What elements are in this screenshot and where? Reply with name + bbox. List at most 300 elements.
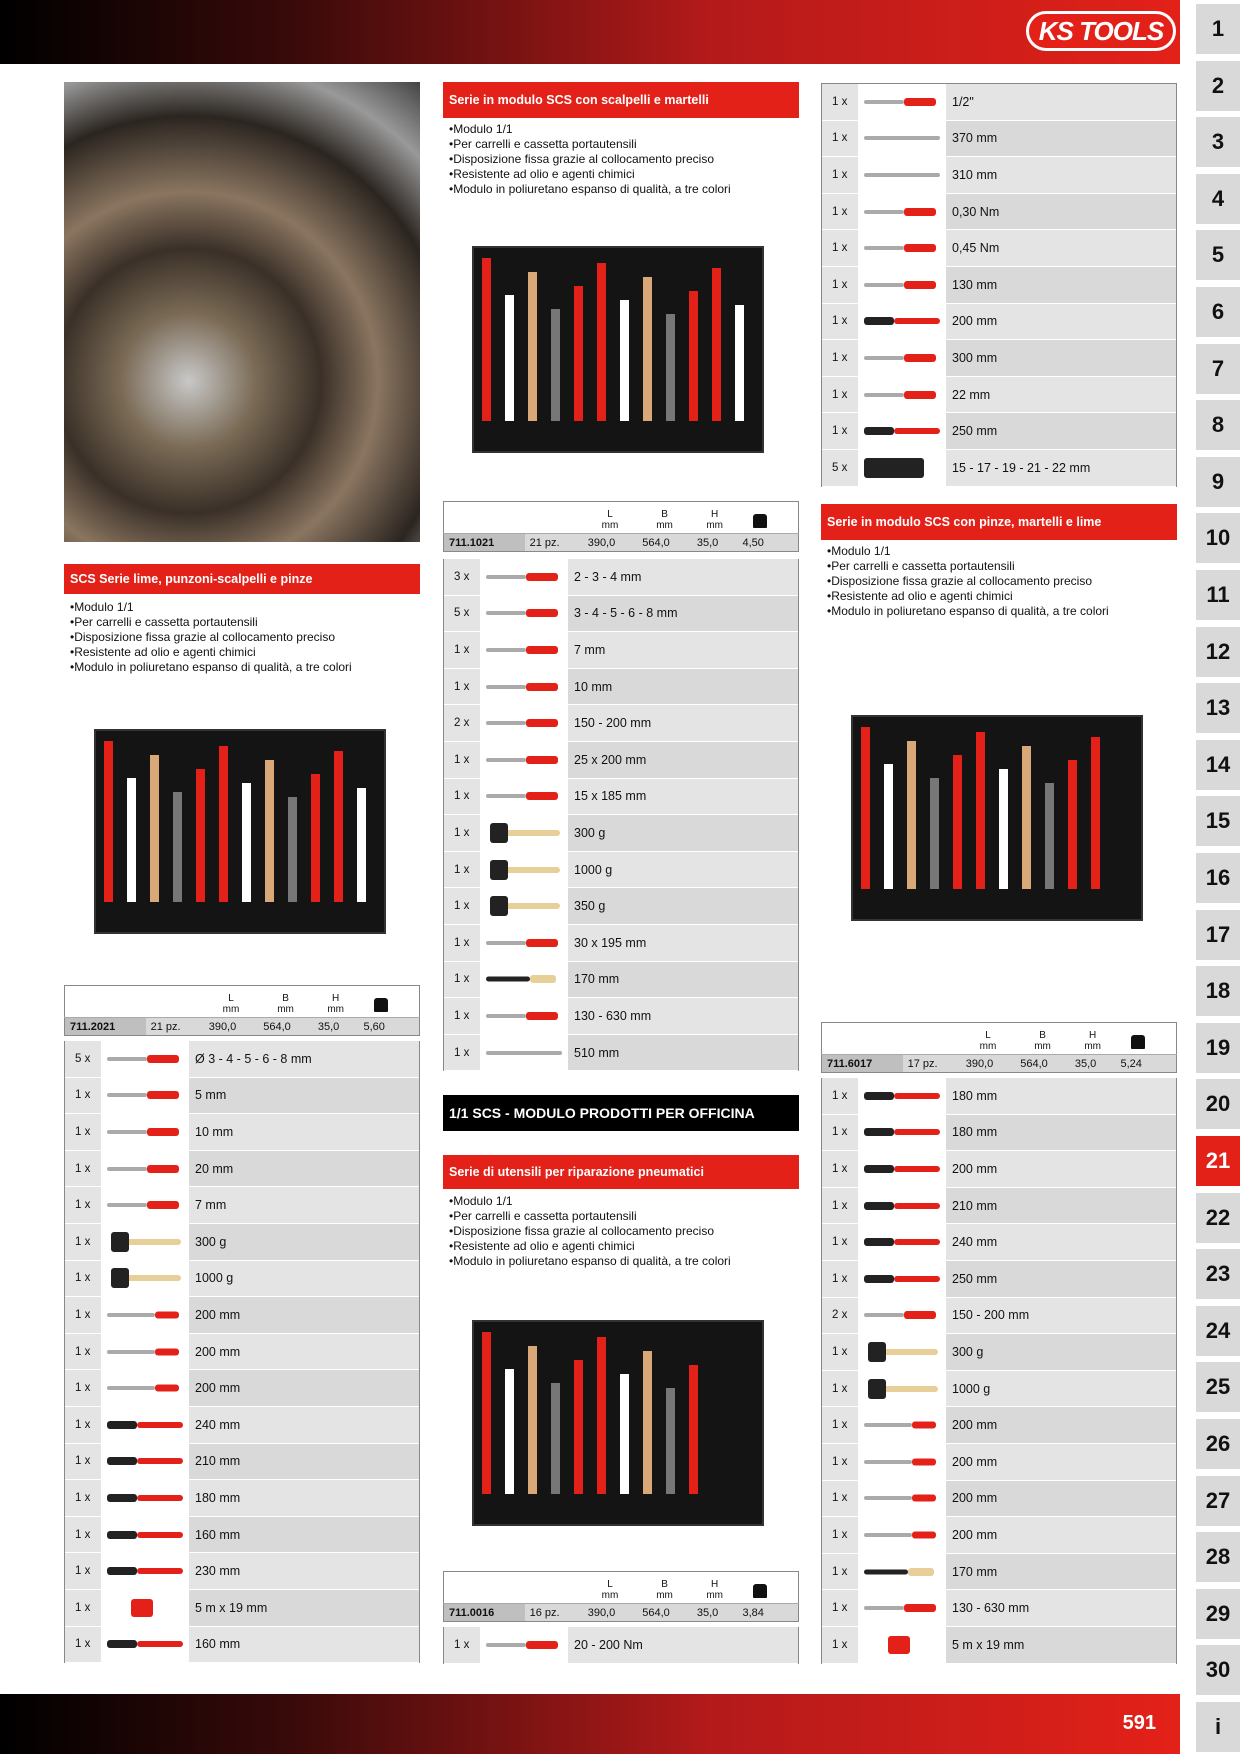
spec-value: 21 pz. [146, 1018, 204, 1036]
item-size: 2 - 3 - 4 mm [568, 559, 798, 595]
item-quantity: 1 x [832, 388, 848, 401]
spec-value: 564,0 [637, 534, 692, 552]
chapter-tab-7[interactable]: 7 [1196, 344, 1240, 394]
item-size: 180 mm [946, 1115, 1176, 1151]
spec-value: 35,0 [692, 534, 738, 552]
list-item [444, 925, 798, 962]
item-list [64, 1041, 420, 1663]
item-size: 160 mm [189, 1517, 419, 1553]
list-item [822, 267, 1176, 304]
spec-header [65, 986, 146, 1018]
feature-item: • Disposizione fissa grazie al collocamento preciso [449, 1224, 799, 1239]
magnetic-pick-up-icon [480, 998, 568, 1034]
tray-tool [528, 272, 537, 421]
chapter-tab-5[interactable]: 5 [1196, 230, 1240, 280]
chisel-icon [101, 1151, 189, 1187]
chapter-tab-9[interactable]: 9 [1196, 457, 1240, 507]
list-item [822, 1517, 1176, 1554]
list-item [65, 1078, 419, 1115]
tyre-pliers-icon [858, 413, 946, 449]
item-quantity: 1 x [454, 863, 470, 876]
tool-tray-photo [472, 246, 764, 453]
item-quantity: 1 x [832, 1089, 848, 1102]
item-quantity: 1 x [454, 753, 470, 766]
list-item [444, 559, 798, 596]
item-list [443, 1627, 799, 1664]
item-size: 200 mm [189, 1334, 419, 1370]
item-quantity: 1 x [832, 1345, 848, 1358]
feature-list [449, 122, 799, 197]
spec-value: 4,50 [738, 534, 784, 552]
feature-item: • Per carrelli e cassetta portautensili [449, 1209, 799, 1224]
item-list [821, 83, 1177, 487]
chapter-tab-22[interactable]: 22 [1196, 1193, 1240, 1243]
chapter-tab-20[interactable]: 20 [1196, 1079, 1240, 1129]
tool-tray-photo [851, 715, 1143, 921]
item-quantity: 1 x [75, 1162, 91, 1175]
item-size: 240 mm [946, 1224, 1176, 1260]
item-size: 200 mm [189, 1297, 419, 1333]
feature-item: • Disposizione fissa grazie al collocamento preciso [449, 152, 799, 167]
item-size: 350 g [568, 888, 798, 924]
tray-tool [551, 1383, 560, 1494]
spec-header: L mm [979, 1030, 997, 1052]
item-quantity: 5 x [75, 1052, 91, 1065]
valve-tool-icon [858, 230, 946, 266]
chapter-tab-8[interactable]: 8 [1196, 400, 1240, 450]
item-quantity: 1 x [832, 1528, 848, 1541]
item-size: 170 mm [946, 1554, 1176, 1590]
locking-pliers-icon [101, 1553, 189, 1589]
feature-item: • Modulo 1/1 [449, 122, 799, 137]
item-size: 25 x 200 mm [568, 742, 798, 778]
chapter-tab-30[interactable]: 30 [1196, 1645, 1240, 1695]
chapter-tab-16[interactable]: 16 [1196, 853, 1240, 903]
feature-item: • Disposizione fissa grazie al collocamento preciso [827, 574, 1177, 589]
torque-wrench-icon [480, 1627, 568, 1663]
snipe-nose-pliers-icon [858, 1151, 946, 1187]
list-item [444, 1035, 798, 1072]
item-size: 300 g [946, 1334, 1176, 1370]
chapter-tab-14[interactable]: 14 [1196, 740, 1240, 790]
list-item [65, 1261, 419, 1298]
item-size: 370 mm [946, 121, 1176, 157]
triangular-file-icon [858, 1517, 946, 1553]
hammer-icon [101, 1224, 189, 1260]
tool-tray-photo [94, 729, 386, 934]
item-quantity: 1 x [75, 1089, 91, 1102]
item-size: 20 mm [189, 1151, 419, 1187]
item-quantity: 1 x [832, 1638, 848, 1651]
tray-tool [288, 797, 297, 902]
item-quantity: 1 x [832, 351, 848, 364]
tray-tool [666, 314, 675, 421]
item-size: 200 mm [946, 1151, 1176, 1187]
feature-item: • Modulo 1/1 [449, 1194, 799, 1209]
tray-tool [1045, 783, 1054, 889]
item-quantity: 2 x [832, 1309, 848, 1322]
list-item [822, 304, 1176, 341]
spec-header [903, 1023, 961, 1055]
item-quantity: 1 x [454, 900, 470, 913]
tray-tool [150, 755, 159, 902]
section-title: 1/1 SCS - MODULO PRODOTTI PER OFFICINA [443, 1095, 799, 1131]
tray-tool [735, 305, 744, 421]
feature-item: • Modulo in poliuretano espanso di qualità, a tre colori [449, 1254, 799, 1269]
chapter-tab-25[interactable]: 25 [1196, 1362, 1240, 1412]
chapter-tab-1[interactable]: 1 [1196, 4, 1240, 54]
chapter-tab-6[interactable]: 6 [1196, 287, 1240, 337]
item-size: 510 mm [568, 1035, 798, 1071]
tray-tool [930, 778, 939, 889]
tray-tool [666, 1388, 675, 1494]
tray-tool [551, 309, 560, 421]
tray-tool [999, 769, 1008, 889]
product-title-pliers-hammers-files: Serie in modulo SCS con pinze, martelli e lime [821, 504, 1177, 540]
list-item [65, 1480, 419, 1517]
item-size: 300 mm [946, 340, 1176, 376]
half-round-file-icon [101, 1334, 189, 1370]
item-quantity: 1 x [454, 826, 470, 839]
tray-tool [219, 746, 228, 902]
list-item [822, 377, 1176, 414]
chapter-tab-10[interactable]: 10 [1196, 513, 1240, 563]
feature-item: • Resistente ad olio e agenti chimici [827, 589, 1177, 604]
item-quantity: 1 x [75, 1418, 91, 1431]
list-item [444, 998, 798, 1035]
item-quantity: 1 x [832, 1272, 848, 1285]
spec-value: 3,84 [738, 1604, 784, 1622]
chapter-tab-3[interactable]: 3 [1196, 117, 1240, 167]
chapter-tab-13[interactable]: 13 [1196, 683, 1240, 733]
item-size: 0,45 Nm [946, 230, 1176, 266]
item-quantity: 1 x [832, 168, 848, 181]
chapter-tab-4[interactable]: 4 [1196, 174, 1240, 224]
list-item [65, 1114, 419, 1151]
item-size: 250 mm [946, 1261, 1176, 1297]
chapter-tabs [1196, 0, 1240, 1754]
wheel-socket-set-icon [858, 450, 946, 486]
item-size: 130 - 630 mm [946, 1590, 1176, 1626]
item-size: 160 mm [189, 1627, 419, 1663]
item-size: 250 mm [946, 413, 1176, 449]
list-item [822, 1627, 1176, 1664]
feature-list [449, 1194, 799, 1269]
article-number[interactable]: 711.2021 [65, 1018, 146, 1036]
locking-pliers-icon [858, 1261, 946, 1297]
tray-tool [173, 792, 182, 902]
pin-punch-set-icon [480, 596, 568, 632]
tray-tool [953, 755, 962, 889]
spec-header: H mm [327, 993, 344, 1015]
item-size: 5 m x 19 mm [946, 1627, 1176, 1663]
tray-tool [482, 1332, 491, 1494]
flat-chisel-icon [480, 705, 568, 741]
spec-header: H mm [1084, 1030, 1101, 1052]
spec-header: L mm [601, 1579, 619, 1601]
item-size: 1000 g [189, 1261, 419, 1297]
tray-tool [597, 263, 606, 421]
item-quantity: 1 x [832, 95, 848, 108]
spec-value: 35,0 [1070, 1055, 1116, 1073]
list-item [444, 1627, 798, 1664]
tyre-lever-icon [858, 121, 946, 157]
round-file-icon [101, 1297, 189, 1333]
list-item [822, 1444, 1176, 1481]
chapter-tab-18[interactable]: 18 [1196, 966, 1240, 1016]
sledge-hammer-icon [480, 852, 568, 888]
water-pump-pliers-icon [858, 1224, 946, 1260]
list-item [444, 596, 798, 633]
tray-tool [861, 727, 870, 889]
list-item [65, 1297, 419, 1334]
item-size: 7 mm [189, 1187, 419, 1223]
list-item [65, 1187, 419, 1224]
tool-tray-photo [472, 1320, 764, 1526]
list-item [822, 1334, 1176, 1371]
item-size: 30 x 195 mm [568, 925, 798, 961]
chapter-tab-29[interactable]: 29 [1196, 1589, 1240, 1639]
item-quantity: 1 x [75, 1528, 91, 1541]
list-item [65, 1590, 419, 1627]
item-quantity: 1 x [454, 1046, 470, 1059]
item-size: 300 g [189, 1224, 419, 1260]
product-title-files-punches: SCS Serie lime, punzoni-scalpelli e pinze [64, 564, 420, 594]
bent-nose-pliers-icon [858, 1188, 946, 1224]
item-list [443, 559, 799, 1071]
item-size: 130 - 630 mm [568, 998, 798, 1034]
spec-header: H mm [706, 509, 723, 531]
list-item [822, 1371, 1176, 1408]
drift-icon [480, 559, 568, 595]
spec-header [822, 1023, 903, 1055]
tyre-lever-icon [858, 157, 946, 193]
feature-item: • Per carrelli e cassetta portautensili [827, 559, 1177, 574]
tray-tool [907, 741, 916, 889]
item-quantity: 1 x [75, 1601, 91, 1614]
item-quantity: 1 x [832, 132, 848, 145]
flat-file-icon [858, 1407, 946, 1443]
item-size: 200 mm [946, 1407, 1176, 1443]
list-item [65, 1407, 419, 1444]
item-quantity: 1 x [832, 278, 848, 291]
item-quantity: 1 x [75, 1565, 91, 1578]
item-size: 240 mm [189, 1407, 419, 1443]
item-quantity: 1 x [75, 1199, 91, 1212]
item-size: 1/2" [946, 84, 1176, 120]
tray-tool [357, 788, 366, 902]
centre-punch-icon [101, 1187, 189, 1223]
spec-value: 564,0 [1015, 1055, 1070, 1073]
ks-tools-logo[interactable]: KS TOOLS [1026, 11, 1176, 51]
list-item [444, 962, 798, 999]
spec-value: 17 pz. [903, 1055, 961, 1073]
centre-punch-icon [480, 632, 568, 668]
item-size: 200 mm [946, 1517, 1176, 1553]
article-number[interactable]: 711.1021 [444, 534, 525, 552]
flat-chisel-icon [858, 1298, 946, 1334]
item-quantity: 1 x [832, 205, 848, 218]
pin-punch-icon [101, 1078, 189, 1114]
article-number[interactable]: 711.6017 [822, 1055, 903, 1073]
item-quantity: 1 x [832, 425, 848, 438]
tray-tool [196, 769, 205, 902]
spec-table [443, 501, 799, 552]
cutter-knife-icon [101, 1627, 189, 1663]
spec-value: 564,0 [258, 1018, 313, 1036]
list-item [444, 888, 798, 925]
spec-header [525, 1572, 583, 1604]
article-number[interactable]: 711.0016 [444, 1604, 525, 1622]
magnetic-pick-up-icon [858, 1590, 946, 1626]
list-item [822, 194, 1176, 231]
list-item [444, 705, 798, 742]
item-size: 1000 g [946, 1371, 1176, 1407]
list-item [444, 742, 798, 779]
item-size: 230 mm [189, 1553, 419, 1589]
item-size: 3 - 4 - 5 - 6 - 8 mm [568, 596, 798, 632]
item-quantity: 1 x [832, 1492, 848, 1505]
valve-tool-icon [858, 194, 946, 230]
item-quantity: 1 x [75, 1491, 91, 1504]
spec-header [444, 1572, 525, 1604]
item-quantity: 1 x [832, 1419, 848, 1432]
list-item [822, 450, 1176, 487]
list-item [822, 121, 1176, 158]
chapter-tab-2[interactable]: 2 [1196, 61, 1240, 111]
chapter-tab-24[interactable]: 24 [1196, 1306, 1240, 1356]
item-size: 130 mm [946, 267, 1176, 303]
item-quantity: 1 x [454, 790, 470, 803]
tray-tool [712, 268, 721, 421]
item-size: 15 - 17 - 19 - 21 - 22 mm [946, 450, 1176, 486]
chapter-tab-17[interactable]: 17 [1196, 910, 1240, 960]
item-size: 5 mm [189, 1078, 419, 1114]
spec-table [443, 1571, 799, 1622]
item-size: 180 mm [946, 1078, 1176, 1114]
product-title-chisels-hammers: Serie in modulo SCS con scalpelli e martelli [443, 82, 799, 118]
list-item [65, 1224, 419, 1261]
tray-tool [505, 295, 514, 421]
spec-value: 16 pz. [525, 1604, 583, 1622]
item-quantity: 1 x [75, 1272, 91, 1285]
item-size: 210 mm [946, 1188, 1176, 1224]
item-quantity: 1 x [454, 1638, 470, 1651]
tray-tool [265, 760, 274, 902]
chapter-tab-15[interactable]: 15 [1196, 796, 1240, 846]
chapter-tab-26[interactable]: 26 [1196, 1419, 1240, 1469]
spec-value: 390,0 [204, 1018, 259, 1036]
list-item [822, 157, 1176, 194]
feature-item: • Modulo in poliuretano espanso di qualità, a tre colori [449, 182, 799, 197]
snipe-nose-pliers-icon [101, 1517, 189, 1553]
ratchet-adaptor-icon [858, 84, 946, 120]
soft-face-hammer-icon [480, 888, 568, 924]
list-item [444, 815, 798, 852]
list-item [444, 779, 798, 816]
list-item [444, 632, 798, 669]
list-item [822, 1407, 1176, 1444]
item-quantity: 1 x [75, 1125, 91, 1138]
list-item [65, 1517, 419, 1554]
half-round-file-icon [858, 1444, 946, 1480]
footer-bar [0, 1694, 1180, 1754]
list-item [65, 1334, 419, 1371]
item-size: 200 mm [189, 1370, 419, 1406]
scraper-icon [480, 925, 568, 961]
chapter-tab-23[interactable]: 23 [1196, 1249, 1240, 1299]
spec-value: 35,0 [313, 1018, 359, 1036]
list-item [822, 1298, 1176, 1335]
item-quantity: 1 x [832, 1162, 848, 1175]
chapter-tab-i[interactable]: i [1196, 1702, 1240, 1752]
wire-brush-icon [858, 1554, 946, 1590]
spec-header [444, 502, 525, 534]
list-item [65, 1151, 419, 1188]
list-item [822, 413, 1176, 450]
cross-cut-chisel-icon [480, 779, 568, 815]
weight-icon [1131, 1035, 1145, 1049]
item-size: 150 - 200 mm [946, 1298, 1176, 1334]
item-quantity: 5 x [832, 461, 848, 474]
side-cutter-icon [101, 1480, 189, 1516]
spec-header: B mm [277, 993, 294, 1015]
item-quantity: 1 x [832, 1199, 848, 1212]
item-quantity: 1 x [832, 1565, 848, 1578]
round-file-icon [858, 1481, 946, 1517]
tray-tool [620, 1374, 629, 1494]
list-item [65, 1553, 419, 1590]
wire-brush-icon [480, 962, 568, 998]
item-quantity: 1 x [832, 1126, 848, 1139]
feature-item: • Resistente ad olio e agenti chimici [449, 1239, 799, 1254]
item-quantity: 1 x [832, 242, 848, 255]
item-size: 10 mm [189, 1114, 419, 1150]
item-size: 0,30 Nm [946, 194, 1176, 230]
item-size: 200 mm [946, 1444, 1176, 1480]
item-size: 15 x 185 mm [568, 779, 798, 815]
item-size: Ø 3 - 4 - 5 - 6 - 8 mm [189, 1041, 419, 1077]
item-size: 180 mm [189, 1480, 419, 1516]
chapter-tab-11[interactable]: 11 [1196, 570, 1240, 620]
tray-tool [311, 774, 320, 902]
tray-tool [643, 277, 652, 421]
valve-puller-icon [858, 340, 946, 376]
chapter-tab-21[interactable]: 21 [1196, 1136, 1240, 1186]
tray-tool [334, 751, 343, 902]
weight-icon [374, 998, 388, 1012]
tray-tool [884, 764, 893, 889]
pin-punch-icon [101, 1114, 189, 1150]
tray-tool [1091, 737, 1100, 889]
chapter-tab-12[interactable]: 12 [1196, 627, 1240, 677]
tray-tool [482, 258, 491, 421]
spec-table [821, 1022, 1177, 1073]
item-quantity: 5 x [454, 607, 470, 620]
list-item [822, 1151, 1176, 1188]
spec-header: B mm [656, 509, 673, 531]
item-size: 22 mm [946, 377, 1176, 413]
chapter-tab-19[interactable]: 19 [1196, 1023, 1240, 1073]
pliers-icon [858, 304, 946, 340]
chapter-tab-28[interactable]: 28 [1196, 1532, 1240, 1582]
list-item [65, 1041, 419, 1078]
item-quantity: 1 x [454, 973, 470, 986]
pry-bar-icon [480, 1035, 568, 1071]
list-item [822, 1261, 1176, 1298]
chapter-tab-27[interactable]: 27 [1196, 1476, 1240, 1526]
feature-item: • Disposizione fissa grazie al collocamento preciso [70, 630, 420, 645]
